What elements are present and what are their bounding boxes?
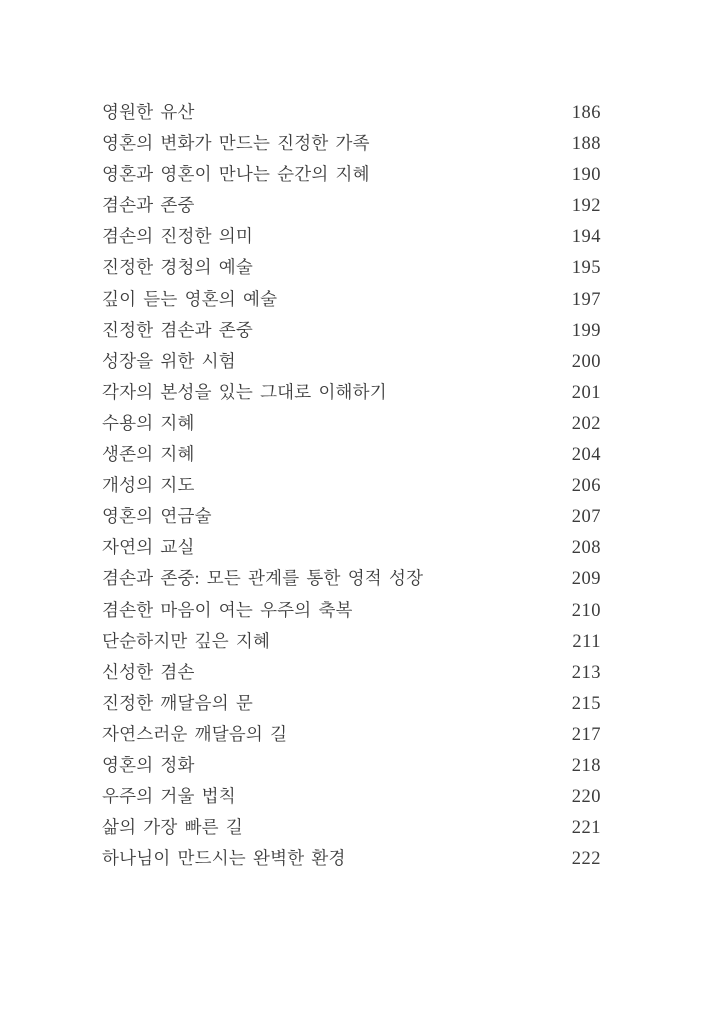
toc-row xyxy=(102,317,601,348)
toc-row xyxy=(102,752,601,783)
toc-entry-page-number: 188 xyxy=(571,134,601,155)
toc-entry-page-number: 201 xyxy=(571,382,601,403)
toc-entry-title: 신성한 겸손 xyxy=(102,661,195,682)
toc-entry-title: 영혼과 영혼이 만나는 순간의 지혜 xyxy=(102,164,370,185)
toc-entry-title: 자연스러운 깨달음의 길 xyxy=(102,723,288,744)
toc-entry-page-number: 213 xyxy=(571,662,601,683)
toc-entry-page-number: 207 xyxy=(571,507,601,528)
toc-entry-page-number: 211 xyxy=(572,631,601,652)
toc-entry-page-number: 210 xyxy=(571,600,601,621)
toc-entry-page-number: 206 xyxy=(571,476,601,497)
toc-entry-title: 영혼의 변화가 만드는 진정한 가족 xyxy=(102,133,370,154)
toc-row xyxy=(102,845,601,876)
toc-row xyxy=(102,286,601,317)
toc-row xyxy=(102,659,601,690)
toc-entry-page-number: 202 xyxy=(571,413,601,434)
toc-entry-title: 삶의 가장 빠른 길 xyxy=(102,817,243,838)
toc-entry-page-number: 222 xyxy=(571,849,601,870)
toc-entry-title: 각자의 본성을 있는 그대로 이해하기 xyxy=(102,381,387,402)
toc-row xyxy=(102,814,601,845)
toc-row xyxy=(102,690,601,721)
toc-entry-title: 영혼의 정화 xyxy=(102,754,195,775)
toc-entry-title: 진정한 깨달음의 문 xyxy=(102,692,253,713)
toc-entry-page-number: 192 xyxy=(571,196,601,217)
toc-entry-title: 생존의 지혜 xyxy=(102,444,195,465)
toc-row xyxy=(102,472,601,503)
toc-row xyxy=(102,721,601,752)
toc-entry-title: 겸손한 마음이 여는 우주의 축복 xyxy=(102,599,353,620)
toc-entry-title: 겸손과 존중 xyxy=(102,195,195,216)
toc-entry-page-number: 200 xyxy=(571,351,601,372)
toc-row xyxy=(102,192,601,223)
toc-entry-page-number: 197 xyxy=(571,289,601,310)
toc-entry-title: 하나님이 만드시는 완벽한 환경 xyxy=(102,848,346,869)
toc-row xyxy=(102,379,601,410)
toc-row xyxy=(102,223,601,254)
toc-entry-page-number: 221 xyxy=(571,818,601,839)
toc-entry-title: 영원한 유산 xyxy=(102,102,195,122)
toc-entry-page-number: 190 xyxy=(571,165,601,186)
toc-entry-title: 영혼의 연금술 xyxy=(102,506,212,527)
toc-entry-title: 개성의 지도 xyxy=(102,475,195,496)
toc-row xyxy=(102,130,601,161)
toc-entry-title: 깊이 듣는 영혼의 예술 xyxy=(102,288,278,309)
toc-row xyxy=(102,597,601,628)
toc-entry-page-number: 195 xyxy=(571,258,601,279)
toc-row xyxy=(102,628,601,659)
toc-entry-title: 우주의 거울 법칙 xyxy=(102,786,236,807)
toc-entry-title: 단순하지만 깊은 지혜 xyxy=(102,630,271,651)
toc-entry-page-number: 217 xyxy=(571,724,601,745)
toc-entry-title: 자연의 교실 xyxy=(102,537,195,558)
toc-row xyxy=(102,410,601,441)
toc-entry-title: 수용의 지혜 xyxy=(102,412,195,433)
toc-row xyxy=(102,254,601,285)
toc-entry-title: 진정한 겸손과 존중 xyxy=(102,319,253,340)
toc-entry-page-number: 209 xyxy=(571,569,601,590)
toc-entry-page-number: 194 xyxy=(571,227,601,248)
toc-row xyxy=(102,565,601,596)
toc-entry-title: 겸손과 존중: 모든 관계를 통한 영적 성장 xyxy=(102,568,424,589)
toc-entry-title: 성장을 위한 시험 xyxy=(102,350,236,371)
toc-entry-page-number: 218 xyxy=(571,755,601,776)
toc-entry-page-number: 186 xyxy=(571,103,601,123)
toc-entry-page-number: 220 xyxy=(571,787,601,808)
toc-entry-page-number: 204 xyxy=(571,445,601,466)
toc-row xyxy=(102,783,601,814)
toc-entry-page-number: 215 xyxy=(571,693,601,714)
toc-entry-title: 진정한 경청의 예술 xyxy=(102,257,253,278)
toc-row xyxy=(102,99,601,130)
toc-row xyxy=(102,441,601,472)
toc-row xyxy=(102,161,601,192)
toc-entry-page-number: 199 xyxy=(571,320,601,341)
toc-entry-title: 겸손의 진정한 의미 xyxy=(102,226,253,247)
toc-entry-page-number: 208 xyxy=(571,538,601,559)
toc-row xyxy=(102,503,601,534)
table-of-contents xyxy=(102,99,601,876)
toc-row xyxy=(102,348,601,379)
toc-row xyxy=(102,534,601,565)
